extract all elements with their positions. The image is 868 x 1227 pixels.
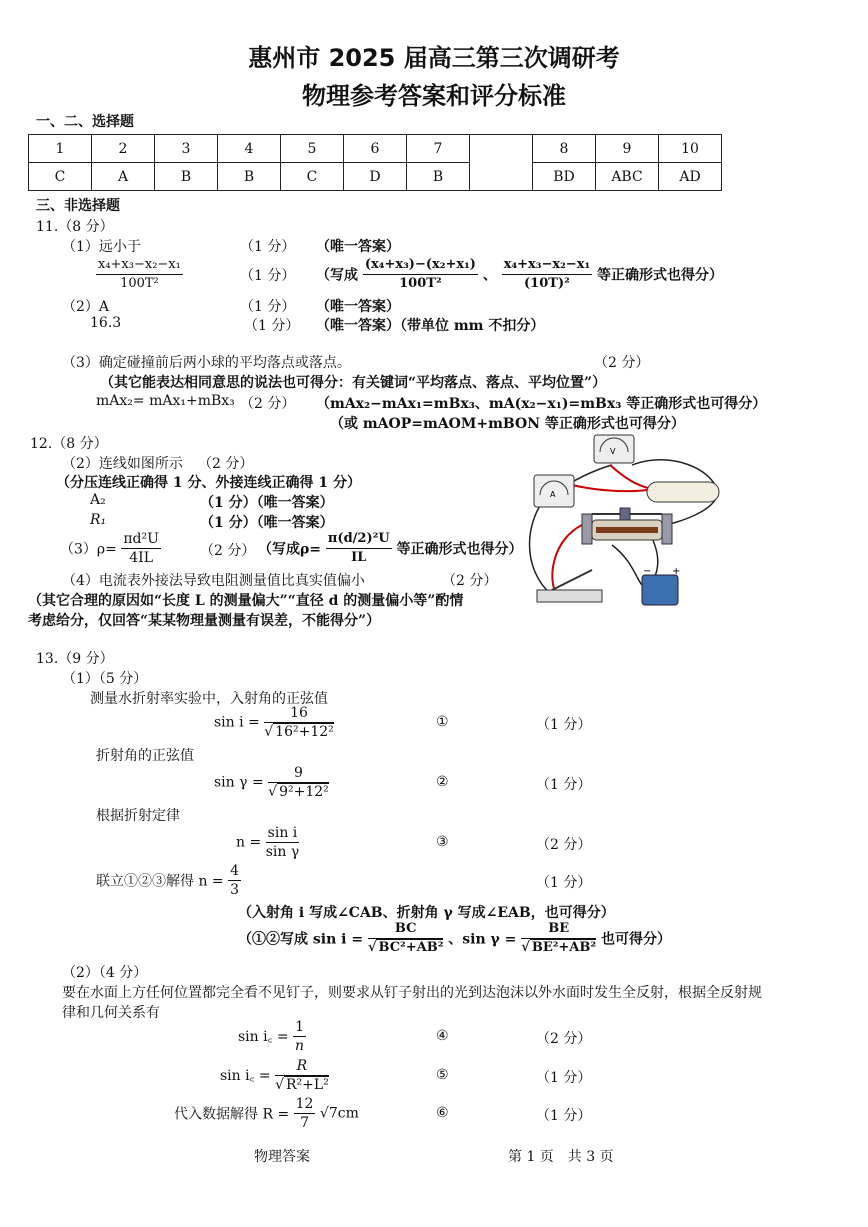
q13-line1: 测量水折射率实验中，入射角的正弦值	[90, 691, 328, 707]
q11-p1-note: （唯一答案）	[316, 239, 400, 255]
mc-answer-cell: D	[344, 163, 407, 191]
q11-expr-score: （1 分）	[240, 268, 296, 284]
page-title: 惠州市 2025 届高三第三次调研考	[248, 44, 620, 72]
alt-suffix: 等正确形式也得分）	[597, 267, 724, 284]
q13-p2-heading: （2）（4 分）	[62, 965, 148, 981]
q11-p2b-answer: 16.3	[90, 315, 122, 331]
fraction-denominator: √ 16²+12²	[264, 724, 334, 740]
mc-number-cell: 2	[92, 135, 155, 163]
eq-tail: √7cm	[319, 1105, 359, 1122]
eq-lhs: sin γ =	[214, 774, 264, 791]
mc-number-cell: 5	[281, 135, 344, 163]
q13-line2: 折射角的正弦值	[96, 748, 194, 764]
fraction-denominator: √ R²+L²	[275, 1077, 329, 1093]
q11-p1-score: （1 分）	[240, 239, 296, 255]
section-free-heading: 三、非选择题	[36, 198, 120, 214]
mc-answer-table	[28, 134, 722, 191]
mc-answer-cell: B	[407, 163, 470, 191]
fraction-numerator: BE	[521, 920, 596, 939]
mc-number-row	[29, 135, 722, 163]
q13-line4	[96, 862, 241, 899]
mc-number-cell: 4	[218, 135, 281, 163]
q11-p3-eq-score: （2 分）	[240, 396, 296, 412]
alt-suffix: 等正确形式也得分）	[396, 541, 523, 558]
q13-p2-text1: 要在水面上方任何位置都完全看不见钉子，则要求从钉子射出的光到达泡沫以外水面时发生全反射，根据全反射规	[62, 985, 762, 1001]
q13-eq6	[174, 1095, 359, 1132]
mc-answer-row	[29, 163, 722, 191]
q12-a2-score: （1 分）（唯一答案）	[200, 495, 334, 511]
eq-lhs: 联立①②③解得 n =	[96, 873, 224, 890]
note-prefix: （①②写成 sin i =	[238, 931, 364, 948]
q11-p2-note: （唯一答案）	[316, 299, 400, 315]
fraction-numerator: 9	[268, 764, 329, 783]
fraction-numerator: sin i	[267, 825, 298, 841]
mc-answer-cell: C	[281, 163, 344, 191]
fraction-denominator: √ BE²+AB²	[521, 940, 597, 955]
q12-p2-note: （分压连线正确得 1 分、外接连线正确得 1 分）	[56, 475, 361, 491]
eq-lhs: n =	[236, 834, 262, 851]
eq-lhs: 代入数据解得 R =	[174, 1106, 290, 1123]
fraction-denominator: n	[295, 1038, 305, 1054]
q13-eq1	[214, 704, 334, 741]
eq-lhs: sin i꜀ =	[220, 1068, 271, 1084]
alt-prefix: （写成	[316, 267, 358, 284]
fraction-numerator: x₄+x₃−x₂−x₁	[502, 256, 592, 275]
svg-text:V: V	[610, 447, 616, 456]
q11-p2-score: （1 分）	[240, 299, 296, 315]
q13-eq3-tag: ③	[436, 834, 449, 850]
q11-p3-alt2: （或 mAOP=mAOM+mBON 等正确形式也可得分）	[330, 416, 685, 432]
mc-number-cell: 3	[155, 135, 218, 163]
eq-lhs: sin i꜀ =	[238, 1029, 289, 1045]
mc-number-cell: 7	[407, 135, 470, 163]
q13-eq5-tag: ⑤	[436, 1067, 449, 1083]
fraction-numerator: BC	[368, 920, 443, 939]
fraction-denominator: √ 9²+12²	[268, 784, 329, 800]
formula-lhs: （3）ρ=	[60, 541, 117, 558]
fraction-denominator: sin γ	[265, 844, 300, 860]
mc-answer-cell: ABC	[596, 163, 659, 191]
q13-p2-text2: 律和几何关系有	[62, 1005, 160, 1021]
q13-eq6-score: （1 分）	[536, 1108, 592, 1124]
q13-eq2-score: （1 分）	[536, 777, 592, 793]
footer-left: 物理答案	[254, 1149, 310, 1165]
fraction-numerator: x₄+x₃−x₂−x₁	[96, 256, 183, 275]
fraction-numerator: 16	[264, 704, 334, 723]
voltmeter-icon	[594, 435, 634, 463]
note-mid: 、sin γ =	[448, 931, 517, 948]
q13-eq3	[236, 824, 299, 861]
fraction-denominator: 4IL	[129, 550, 153, 566]
q13-line3: 根据折射定律	[96, 808, 180, 824]
q11-p2-answer: （2）A	[62, 299, 110, 315]
q13-line4-score: （1 分）	[536, 875, 592, 891]
mc-answer-cell: A	[92, 163, 155, 191]
fraction-denominator: 3	[230, 882, 240, 898]
svg-text:A: A	[550, 490, 556, 499]
q11-p3-score: （2 分）	[594, 355, 650, 371]
mc-answer-cell: B	[155, 163, 218, 191]
q13-note2	[238, 920, 671, 957]
q13-eq4-tag: ④	[436, 1028, 449, 1044]
q12-heading: 12.（8 分）	[30, 436, 108, 452]
q13-eq2	[214, 764, 329, 801]
q12-p3-formula	[60, 530, 161, 567]
q12-p2-answer: （2）连线如图所示	[62, 456, 183, 472]
q11-p1-answer: （1）远小于	[62, 239, 141, 255]
q12-p3-score: （2 分）	[200, 543, 256, 559]
footer-page-number: 第 1 页 共 3 页	[508, 1149, 614, 1165]
fraction-denominator: √ BC²+AB²	[367, 940, 444, 955]
q12-r1-score: （1 分）（唯一答案）	[200, 515, 334, 531]
mc-answer-cell: C	[29, 163, 92, 191]
q13-eq3-score: （2 分）	[536, 837, 592, 853]
q13-eq4	[238, 1018, 306, 1055]
q13-eq2-tag: ②	[436, 774, 449, 790]
q12-p4-note2: 考虑给分，仅回答“某某物理量测量有误差，不能得分”）	[28, 613, 381, 629]
q12-p3-alt	[258, 530, 523, 567]
q11-alt-forms	[316, 256, 723, 293]
svg-text:+: +	[672, 566, 681, 577]
q11-p3-equation: mAx₂= mAx₁+mBx₃	[96, 393, 235, 409]
q11-heading: 11.（8 分）	[36, 219, 114, 235]
circuit-diagram	[512, 430, 732, 610]
q12-p4-answer: （4）电流表外接法导致电阻测量值比真实值偏小	[62, 573, 365, 589]
fraction-numerator: (x₄+x₃)−(x₂+x₁)	[363, 256, 478, 275]
fraction-denominator: (10T)²	[524, 276, 570, 291]
switch-icon	[537, 570, 602, 602]
mc-number-cell: 1	[29, 135, 92, 163]
alt-prefix: （写成ρ=	[258, 541, 322, 558]
q12-r1-answer: R₁	[90, 512, 107, 528]
section-mc-heading: 一、二、选择题	[36, 114, 134, 130]
rheostat-icon	[582, 508, 672, 544]
q13-eq4-score: （2 分）	[536, 1031, 592, 1047]
mc-number-cell: 9	[596, 135, 659, 163]
fraction-numerator: R	[275, 1057, 329, 1076]
q13-note1: （入射角 i 写成∠CAB、折射角 γ 写成∠EAB，也可得分）	[238, 905, 615, 921]
q13-eq5-score: （1 分）	[536, 1070, 592, 1086]
mc-gap-cell	[470, 135, 533, 191]
fraction-numerator: πd²U	[123, 531, 159, 547]
mc-number-cell: 8	[533, 135, 596, 163]
q12-p4-score: （2 分）	[442, 573, 498, 589]
eq-lhs: sin i =	[214, 714, 260, 731]
fraction-denominator: 100T²	[399, 276, 442, 291]
q12-p2-score: （2 分）	[198, 456, 254, 472]
note-suffix: 也可得分）	[600, 931, 671, 948]
fraction-numerator: 12	[295, 1096, 314, 1112]
mc-answer-cell: AD	[659, 163, 722, 191]
q13-eq6-tag: ⑥	[436, 1105, 449, 1121]
q12-a2-answer: A₂	[90, 492, 106, 508]
resistor-wire-icon	[647, 482, 719, 502]
ammeter-icon	[534, 475, 574, 507]
svg-text:−: −	[643, 566, 652, 577]
page-subtitle: 物理参考答案和评分标准	[302, 82, 566, 110]
mc-answer-cell: BD	[533, 163, 596, 191]
q11-p3-alt1: （mAx₂−mAx₁=mBx₃、mA(x₂−x₁)=mBx₃ 等正确形式也可得分）	[316, 396, 767, 412]
mc-number-cell: 10	[659, 135, 722, 163]
q13-eq1-score: （1 分）	[536, 717, 592, 733]
mc-number-cell: 6	[344, 135, 407, 163]
q11-expression	[96, 256, 183, 293]
q11-p3-note: （其它能表达相同意思的说法也可得分：有关键词“平均落点、落点、平均位置”）	[100, 375, 607, 391]
q11-p2b-score: （1 分）	[244, 318, 300, 334]
q12-p4-note1: （其它合理的原因如“长度 L 的测量偏大”“直径 d 的测量偏小等”酌情	[28, 593, 464, 609]
fraction-denominator: IL	[351, 550, 367, 565]
fraction-numerator: π(d/2)²U	[326, 530, 392, 549]
fraction-numerator: 1	[295, 1019, 305, 1035]
fraction-numerator: 4	[230, 863, 240, 879]
q11-p3-answer: （3）确定碰撞前后两小球的平均落点或落点。	[62, 355, 351, 371]
fraction-denominator: 7	[300, 1115, 309, 1131]
q13-eq5	[220, 1057, 329, 1094]
q13-p1-heading: （1）（5 分）	[62, 671, 148, 687]
q11-p2b-note: （唯一答案）（带单位 mm 不扣分）	[316, 318, 545, 334]
q13-eq1-tag: ①	[436, 714, 449, 730]
mc-answer-cell: B	[218, 163, 281, 191]
alt-separator: 、	[482, 267, 497, 284]
q13-heading: 13.（9 分）	[36, 651, 114, 667]
battery-icon	[642, 566, 680, 605]
fraction-denominator: 100T²	[120, 276, 159, 291]
